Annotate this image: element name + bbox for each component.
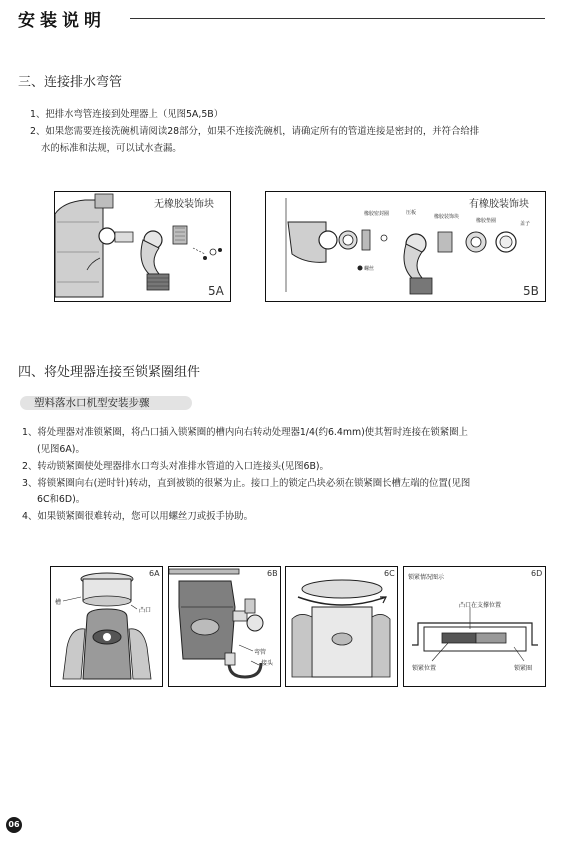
figure-5b [265,191,546,302]
figure-6a-drawing [51,567,162,686]
section-4-subtitle-pill: 塑料落水口机型安装步骤 [20,396,192,410]
figure-5a [54,191,231,302]
label-cap: 盖子 [520,221,531,227]
section-4-step-3: 3、将锁紧圈向右(逆时针)转动，直到被锁的很紧为止。接口上的锁定凸块必须在锁紧圈长槽左端的位置(见图 [22,478,471,489]
label-gasket: 橡胶密封圈 [364,211,390,217]
label-connector: 接头 [261,660,274,667]
section-4-step-1-cont: (见图6A)。 [37,444,85,455]
figure-6b-drawing [169,567,280,686]
label-trim: 橡胶装饰块 [434,214,460,220]
section-4-step-2: 2、转动锁紧圈使处理器排水口弯头对准排水管道的入口连接头(见图6B)。 [22,461,329,472]
page-header-title: 安装说明 [18,11,106,31]
figure-6d [403,566,546,687]
label-seal: 橡胶垫圈 [476,218,497,224]
figure-6b-id: 6B [267,569,278,578]
figure-5b-id: 5B [523,284,539,298]
section-3-step-2-cont: 水的标准和法规，可以试水查漏。 [41,143,182,154]
label-lock-ring: 锁紧圈 [514,665,533,672]
figure-6c-drawing [286,567,397,686]
label-lug-position: 凸口在支撑位置 [459,602,502,609]
section-4-step-1: 1、将处理器对准锁紧圈，将凸口插入锁紧圈的槽内向右转动处理器1/4(约6.4mm)使其暂时连接在锁紧圈上 [22,427,468,438]
section-3-step-2: 2、如果您需要连接洗碗机请阅读28部分，如果不连接洗碗机，请确定所有的管道连接是密封的，并符合给排 [30,126,480,137]
figure-6d-caption: 锁紧情况图示 [408,574,445,581]
section-3-step-1: 1、把排水弯管连接到处理器上（见图5A,5B） [30,109,224,120]
header-rule [130,18,545,19]
figure-5b-caption: 有橡胶装饰块 [469,199,529,210]
figure-5a-id: 5A [208,284,224,298]
label-slot: 槽 [55,599,62,606]
section-4-title: 四、将处理器连接至锁紧圈组件 [18,365,201,380]
label-elbow: 弯管 [254,649,267,656]
figure-6c-id: 6C [384,569,395,578]
page-number-badge: 06 [6,817,22,833]
figure-6a-id: 6A [149,569,160,578]
section-4-step-3-cont: 6C和6D)。 [37,494,86,505]
label-lug: 凸口 [139,607,152,614]
label-screw: 螺丝 [364,266,375,272]
figure-6d-id: 6D [531,569,543,578]
figure-6a [50,566,163,687]
figure-6b [168,566,281,687]
section-3-title: 三、连接排水弯管 [18,75,123,90]
figure-5a-caption: 无橡胶装饰块 [154,199,214,210]
label-press-plate: 压板 [406,210,417,216]
label-lock-position: 锁紧位置 [412,665,437,672]
figure-6c [285,566,398,687]
section-4-step-4: 4、如果锁紧圈很难转动，您可以用螺丝刀或扳手协助。 [22,511,253,522]
